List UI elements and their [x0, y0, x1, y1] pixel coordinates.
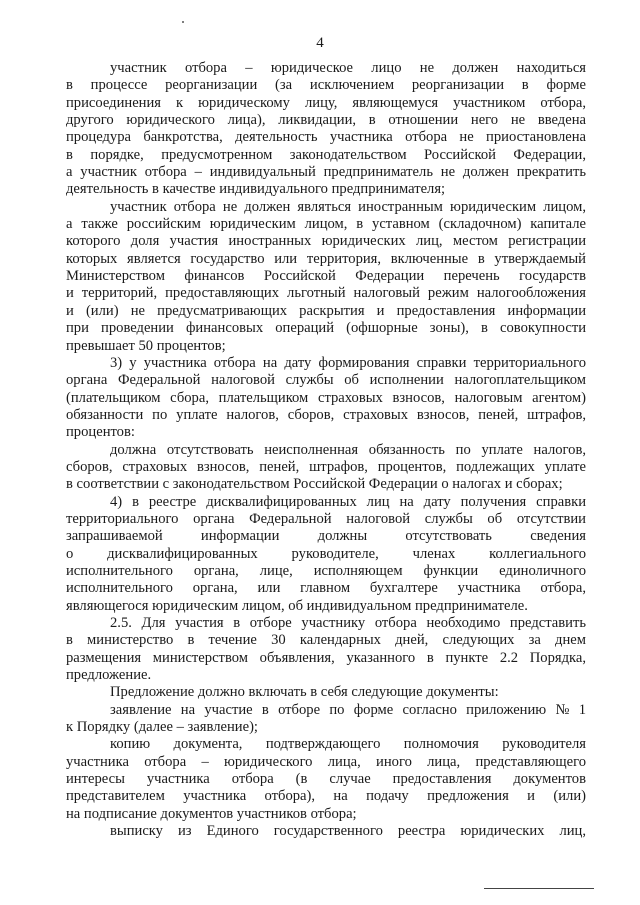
text-line: заявление на участие в отборе по форме согласно приложению № 1: [110, 701, 586, 718]
text-line: которых является государство или территория, включенные в утверждаемый: [66, 250, 586, 267]
text-line: копию документа, подтверждающего полномочия руководителя: [110, 736, 586, 753]
text-line: Предложение должно включать в себя следующие документы:: [110, 684, 499, 701]
text-line: превышает 50 процентов;: [66, 337, 226, 354]
text-line: являющегося юридическим лицом, об индивидуальном предпринимателе.: [66, 597, 528, 614]
text-line: запрашиваемой информации должны отсутствовать сведения: [66, 528, 587, 545]
text-line: участник отбора не должен являться иностранным юридическим лицом,: [110, 198, 586, 215]
text-line: органа Федеральной налоговой службы об исполнении налогоплательщиком: [66, 372, 586, 389]
text-line: при проведении финансовых операций (офшорные зоны), в совокупности: [66, 320, 587, 337]
text-line: исполнительного органа, или главном бухгалтере участника отбора,: [66, 580, 586, 597]
text-line: процедура банкротства, деятельность участника отбора не приостановлена: [66, 129, 586, 146]
text-line: 3) у участника отбора на дату формирования справки территориального: [110, 354, 587, 371]
text-line: на подписание документов участников отбора;: [66, 805, 357, 822]
text-line: в порядке, предусмотренном законодательством Российской Федерации,: [66, 146, 586, 163]
text-line: обязанности по уплате налогов, сборов, страховых взносов, пеней, штрафов,: [66, 406, 587, 423]
text-line: процентов:: [66, 424, 135, 441]
text-line: предложение.: [66, 667, 152, 684]
text-line: и (или) не предусматривающих раскрытия и предоставления информации: [66, 302, 587, 319]
text-line: в соответствии с законодательством Российской Федерации о налогах и сборах;: [66, 476, 563, 493]
text-line: интересы участника отбора (в случае предоставления документов: [66, 771, 586, 788]
text-line: о дисквалифицированных руководителе, членах коллегиального: [66, 545, 586, 562]
scan-mark: [182, 21, 184, 23]
text-line: Министерством финансов Российской Федерации перечень государств: [66, 268, 587, 285]
text-line: деятельность в качестве индивидуального предпринимателя;: [66, 181, 446, 198]
text-line: в министерство в течение 30 календарных дней, следующих за днем: [66, 632, 586, 649]
text-line: которого доля участия иностранных юридических лиц, местом регистрации: [66, 233, 587, 250]
text-line: 2.5. Для участия в отборе участнику отбора необходимо представить: [110, 615, 586, 631]
text-line: другого юридического лица), ликвидации, в отношении него не введена: [66, 112, 586, 129]
text-line: присоединения к юридическому лицу, являющемуся участником отбора,: [66, 94, 587, 111]
text-line: а участник отбора – индивидуальный предприниматель не должен прекратить: [66, 164, 586, 181]
text-line: 4) в реестре дисквалифицированных лиц на дату получения справки: [110, 493, 587, 510]
text-line: и территорий, предоставляющих льготный налоговый режим налогообложения: [66, 285, 587, 302]
footer-rule: [484, 888, 594, 889]
text-line: исполнительного органа, лице, исполняющем функции единоличного: [66, 562, 587, 579]
text-line: к Порядку (далее – заявление);: [66, 719, 258, 736]
page-number: 4: [316, 35, 324, 51]
text-line: размещения министерством объявления, указанного в пункте 2.2 Порядка,: [66, 649, 587, 666]
text-line: в процессе реорганизации (за исключением реорганизации в форме: [66, 77, 587, 94]
text-line: представителем участника отбора), на подачу предложения и (или): [66, 788, 586, 805]
text-line: участник отбора – юридическое лицо не должен находиться: [110, 60, 587, 76]
text-line: участника отбора – юридического лица, иного лица, представляющего: [66, 753, 587, 770]
text-line: выписку из Единого государственного реестра юридических лиц,: [110, 823, 586, 840]
document-body: [66, 60, 586, 840]
text-line: (плательщиком сбора, плательщиком страховых взносов, налоговым агентом): [66, 389, 586, 406]
text-line: территориального органа Федеральной налоговой службы об отсутствии: [66, 510, 586, 527]
text-line: сборов, страховых взносов, пеней, штрафов, процентов, подлежащих уплате: [66, 458, 586, 475]
text-line: а также российским юридическим лицом, в уставном (складочном) капитале: [66, 216, 586, 233]
text-line: должна отсутствовать неисполненная обязанность по уплате налогов,: [110, 441, 587, 458]
